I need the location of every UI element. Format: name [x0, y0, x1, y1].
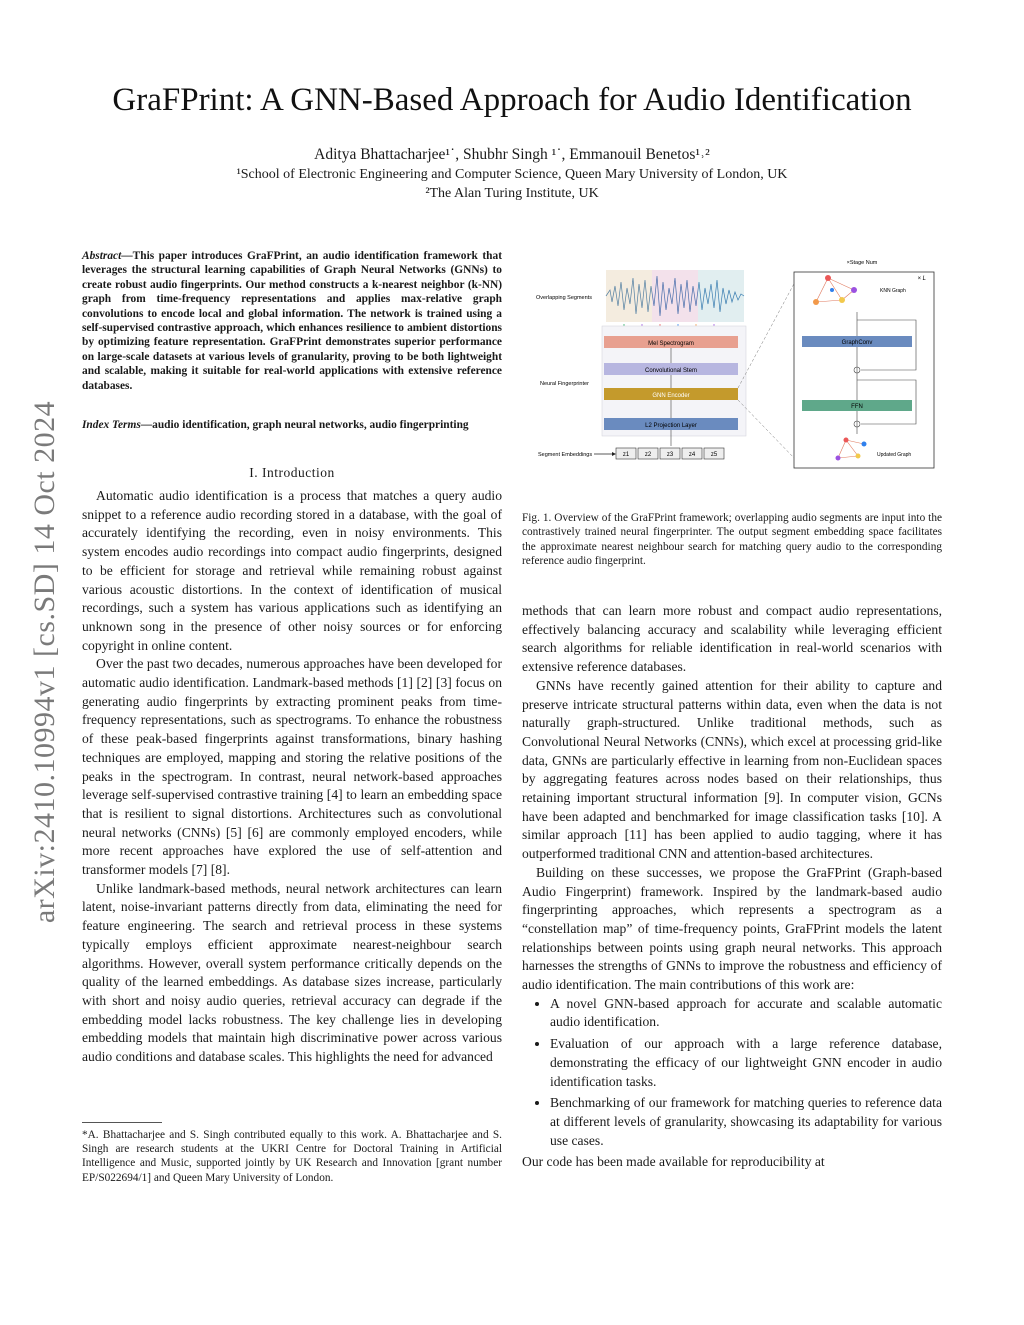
segment-highlight: [652, 270, 698, 322]
label-overlapping-segments: Overlapping Segments: [536, 295, 592, 301]
zoom-connectors: [738, 280, 796, 460]
embedding-z3-label: z3: [666, 452, 674, 458]
paragraph: methods that can learn more robust and compact audio representations, effectively balancing accuracy and scalability while leveraging efficient search algorithms for reliable identification in real-world scenarios with extensive reference databases.: [522, 603, 942, 675]
affiliation-2: ²The Alan Turing Institute, UK: [425, 186, 599, 201]
section-heading: I. Introduction: [249, 465, 335, 480]
list-item: • Evaluation of our approach with a large reference database, demonstrating the efficacy of our lightweight GNN encoder in audio identification tasks.: [550, 1035, 942, 1091]
closing-line: Our code has been made available for reproducibility at: [522, 1154, 825, 1170]
embedding-z5-label: z5: [710, 452, 718, 458]
arxiv-identifier-text: arXiv:2410.10994v1 [cs.SD] 14 Oct 2024: [28, 400, 61, 924]
index-terms-text: —audio identification, graph neural networks, audio fingerprinting: [140, 419, 469, 431]
conv-stem-label: Convolutional Stem: [644, 368, 698, 374]
label-neural-fingerprinter: Neural Fingerprinter: [540, 381, 589, 387]
index-terms: [82, 418, 502, 432]
footnote-divider: [82, 1122, 162, 1123]
knn-graph-label: KNN Graph: [880, 288, 906, 294]
right-column: [522, 602, 942, 1172]
left-column: [82, 487, 502, 1067]
ffn-label: FFN: [851, 404, 863, 410]
embedding-z2-label: z2: [644, 452, 652, 458]
segment-highlight: [606, 270, 652, 322]
mel-spectrogram-label: Mel Spectrogram: [648, 341, 694, 347]
figure-caption: Fig. 1. Overview of the GraFPrint framework; overlapping audio segments are input into the contrastively trained neural fingerprinter. The output segment embedding space facilitates the approximate nearest neighbour search for matching query audio to the corresponding reference audio fingerprint.: [522, 512, 942, 568]
abstract-label: Abstract: [82, 250, 122, 262]
segment-highlight: [698, 270, 744, 322]
gnn-encoder-label: GNN Encoder: [652, 393, 690, 399]
figure-1: [532, 260, 946, 474]
list-item: • A novel GNN-based approach for accurate and scalable automatic audio identification.: [550, 995, 942, 1032]
paper-title: GraFPrint: A GNN-Based Approach for Audio Identification: [112, 82, 912, 118]
l2-projection-label: L2 Projection Layer: [645, 423, 697, 429]
embedding-z4-label: z4: [688, 452, 696, 458]
stage-num-label: ×Stage Num: [846, 260, 878, 266]
updated-graph-label: Updated Graph: [877, 452, 912, 458]
authors: Aditya Bhattacharjee¹˙, Shubhr Singh ¹˙, Emmanouil Benetos¹˒²: [314, 146, 710, 163]
paragraph: Building on these successes, we propose the GraFPrint (Graph-based Audio Fingerprint) framework. Inspired by the landmark-based audio fingerprinting approaches, which represents a spectrogram as a “constellation map” of time-frequency points, GraFPrint models the latent relationships between points using graph neural networks. This approach harnesses the strengths of GNNs to improve the robustness and efficiency of audio identification. The main contributions of this work are:: [522, 864, 942, 993]
paragraph: Over the past two decades, numerous approaches have been developed for automatic audio identification. Landmark-based methods [1] [2] [3] focus on generating audio fingerprints by extracting prominent peaks from time-frequency representations, such as spectrograms. To enhance the robustness of these peak-based fingerprints against transformations, binary hashing techniques are employed, mapping and storing the relative positions of the peaks in the spectrogram. In contrast, neural network-based approaches leverage self-supervised contrastive training [4] to learn an embedding space that is resilient to signal distortions. Architectures such as convolutional neural networks (CNNs) [5] [6] are commonly employed encoders, while more recent approaches have explored the use of self-attention and transformer models [7] [8].: [82, 656, 502, 878]
abstract-text: —This paper introduces GraFPrint, an audio identification framework that leverages the structural learning capabilities of Graph Neural Networks (GNNs) to create robust audio fingerprints. Our method constructs a k-nearest neighbor (k-NN) graph from time-frequency representations and applies max-relative graph convolutions to encode local and global information. The network is trained using a self-supervised contrastive approach, which enhances resilience to ambient distortions by optimizing feature representation. GraFPrint demonstrates superior performance on large-scale datasets at various levels of granularity, proving to be both lightweight and scalable, making it suitable for real-world applications with extensive reference databases.: [82, 250, 502, 392]
contributions-list: [522, 995, 942, 1151]
paragraph: Unlike landmark-based methods, neural network architectures can learn latent, noise-invariant patterns directly from data, eliminating the need for feature engineering. The search and retrieval process in these systems typically employs efficient approximate nearest-neighbour search algorithms. However, overall system performance critically depends on the quality of the learned embeddings. As database sizes increase, particularly with short and noisy audio queries, retrieval accuracy can degrade if the embedding model lacks robustness. The key challenge lies in developing embedding models that maintain high discriminative power across various audio conditions and database scales. This highlights the need for advanced: [82, 880, 502, 1065]
paragraph: GNNs have recently gained attention for their ability to capture and preserve intricate structural patterns within data, even when the data is not naturally graph-structured. Unlike traditional methods, such as Convolutional Neural Networks (CNNs), which excel at processing grid-like data, GNNs are particularly effective in learning from non-Euclidean spaces by aggregating features across nodes based on their relationships, thus retaining important structural information [9]. In computer vision, GCNs have been adapted and benchmarked for image classification tasks [10]. A similar approach [11] has been applied to audio tagging, where it has outperformed traditional CNN and attention-based architectures.: [522, 677, 942, 862]
affiliation-1: ¹School of Electronic Engineering and Computer Science, Queen Mary University of London, UK: [236, 167, 788, 182]
index-terms-label: Index Terms: [82, 419, 141, 431]
graphconv-label: GraphConv: [841, 340, 873, 346]
label-segment-embeddings: Segment Embeddings: [538, 452, 593, 458]
times-l-label: × L: [917, 276, 926, 282]
embedding-z1-label: z1: [622, 452, 630, 458]
abstract: [82, 249, 502, 393]
arrow-head: [612, 452, 616, 456]
embedding-boxes: [616, 448, 724, 459]
list-item: • Benchmarking of our framework for matching queries to reference data at different levels of granularity, showcasing its adaptability for various use cases.: [550, 1094, 942, 1150]
footnote: *A. Bhattacharjee and S. Singh contributed equally to this work. A. Bhattacharjee and S. Singh are research students at the UKRI Centre for Doctoral Training in Artificial Intelligence and Music, supported jointly by UK Research and Innovation [grant number EP/S022694/1] and Queen Mary University of London.: [82, 1129, 502, 1184]
paragraph: Automatic audio identification is a process that matches a query audio snippet to a reference audio recording stored in a database, with the goal of accurately identifying the recording, even in noisy environments. This system encodes audio recordings into compact audio fingerprints, designed to be efficient for storage and retrieval while remaining robust against various acoustic distortions. In the context of identification of musical recordings, such a system has various applications such as identifying an unknown song in the presence of other noisy sources or for enforcing copyright in online content.: [82, 488, 502, 653]
